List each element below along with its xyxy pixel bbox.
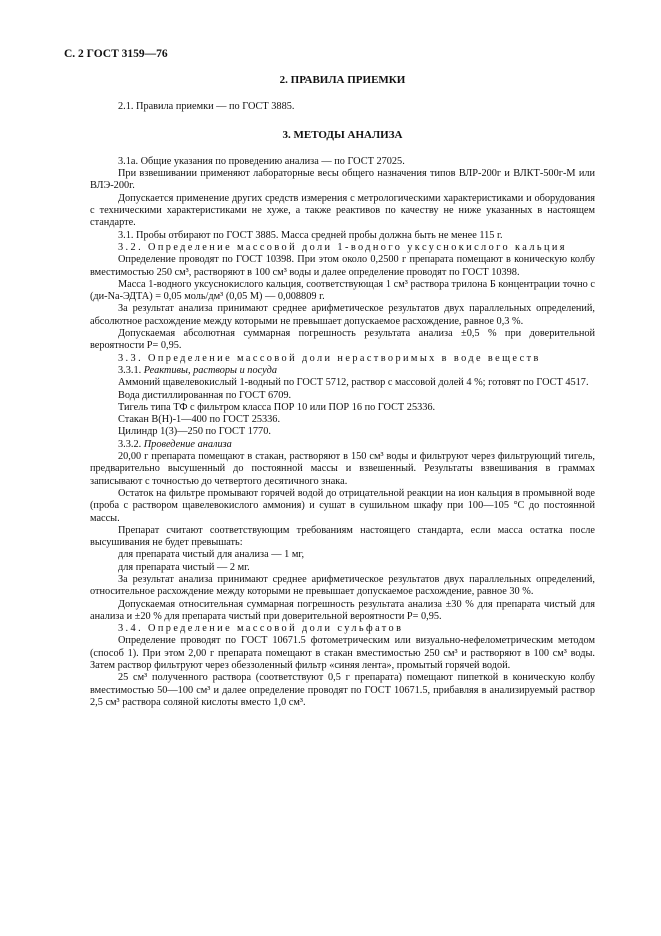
clause-3-3-1-heading xyxy=(90,365,595,377)
paragraph: При взвешивании применяют лабораторные весы общего назначения типов ВЛР-200г и ВЛКТ-500г-М или ВЛЭ-200г. xyxy=(90,168,595,192)
paragraph: 3.1а. Общие указания по проведению анализа — по ГОСТ 27025. xyxy=(118,155,405,167)
clause-3-3-2-heading xyxy=(90,439,595,451)
paragraph: Определение проводят по ГОСТ 10398. При этом около 0,2500 г препарата помещают в коническую колбу вместимостью 250 см³, растворяют в 100 см³ воды и далее определение проводят по ГОСТ 10398. xyxy=(90,254,595,278)
paragraph: 20,00 г препарата помещают в стакан, растворяют в 150 см³ воды и фильтруют через фильтрующий тигель, предварительно высушенный до постоянной массы и взвешенный. Результаты взвешивания в граммах записывают с точностью до четвертого десятичного знака. xyxy=(90,451,595,487)
paragraph: Допускаемая относительная суммарная погрешность результата анализа ±30 % для препарата чистый для анализа и ±20 % для препарата чистый при доверительной вероятности P= 0,95. xyxy=(90,598,595,622)
clause-3-2-title: 3.2. Определение массовой доли 1-водного уксуснокислого кальция xyxy=(118,241,567,253)
paragraph: Цилиндр 1(3)—250 по ГОСТ 1770. xyxy=(118,426,271,438)
clause-2-1: 2.1. Правила приемки — по ГОСТ 3885. xyxy=(118,101,295,113)
document-body xyxy=(90,74,595,709)
paragraph: для препарата чистый — 2 мг. xyxy=(118,561,250,573)
paragraph: За результат анализа принимают среднее арифметическое результатов двух параллельных определений, абсолютное расхождение между которыми не превышает допускаемое расхождение, равное 0,3 %. xyxy=(90,303,595,327)
paragraph: Остаток на фильтре промывают горячей водой до отрицательной реакции на ион кальция в промывной воде (проба с раствором щавелевокислого аммония) и сушат в сушильном шкафу при 100—105 °С до постоянной массы. xyxy=(90,487,595,524)
paragraph: Определение проводят по ГОСТ 10671.5 фотометрическим или визуально-нефелометрическим методом (способ 1). При этом 2,00 г препарата помещают в стакан вместимостью 250 см³ и растворяют в 100 см³ воды. Затем раствор фильтруют через обеззоленный фильтр «синяя лента», промытый горячей водой. xyxy=(90,635,595,672)
clause-number: 3.3.2. xyxy=(118,438,142,450)
paragraph: Стакан В(Н)-1—400 по ГОСТ 25336. xyxy=(118,414,281,426)
clause-3-3-1-title: Реактивы, растворы и посуда xyxy=(143,364,278,376)
paragraph: для препарата чистый для анализа — 1 мг, xyxy=(118,549,305,561)
paragraph: Допускаемая абсолютная суммарная погрешность результата анализа ±0,5 % при доверительной вероятности P= 0,95. xyxy=(90,328,595,352)
paragraph: Допускается применение других средств измерения с метрологическими характеристиками и оборудования с техническими характеристиками не хуже, а также реактивов по качеству не ниже указанных в настоящем стандарте. xyxy=(90,192,595,229)
clause-3-3-title: 3.3. Определение массовой доли нерастворимых в воде веществ xyxy=(118,352,541,364)
paragraph: 3.1. Пробы отбирают по ГОСТ 3885. Масса средней пробы должна быть не менее 115 г. xyxy=(118,229,503,241)
clause-number: 3.3.1. xyxy=(118,364,142,376)
clause-3-3-2-title: Проведение анализа xyxy=(143,438,232,450)
paragraph: Препарат считают соответствующим требованиям настоящего стандарта, если масса остатка после высушивания не будет превышать: xyxy=(90,524,595,549)
clause-3-4-title: 3.4. Определение массовой доли сульфатов xyxy=(118,623,404,635)
paragraph: Масса 1-водного уксуснокислого кальция, соответствующая 1 см³ раствора трилона Б концентрации точно с (ди-Na-ЭДТА) = 0,05 моль/дм³ (0,05 М) — 0,008809 г. xyxy=(90,278,595,303)
paragraph: Тигель типа ТФ с фильтром класса ПОР 10 или ПОР 16 по ГОСТ 25336. xyxy=(118,401,436,413)
page-header: С. 2 ГОСТ 3159—76 xyxy=(64,48,168,60)
section-2-title: 2. ПРАВИЛА ПРИЕМКИ xyxy=(279,74,406,86)
paragraph: 25 см³ полученного раствора (соответствуют 0,5 г препарата) помещают пипеткой в коническую колбу вместимостью 50—100 см³ и далее определение проводят по ГОСТ 10671.5, прибавляя в анализируемый раствор 2,5 см³ раствора соляной кислоты вместо 1,0 см³. xyxy=(90,672,595,708)
paragraph: Аммоний щавелевокислый 1-водный по ГОСТ 5712, раствор с массовой долей 4 %; готовят по ГОСТ 4517. xyxy=(118,377,589,389)
section-3-title: 3. МЕТОДЫ АНАЛИЗА xyxy=(282,128,403,141)
paragraph: За результат анализа принимают среднее арифметическое результатов двух параллельных определений, относительное расхождение между которыми не превышает допускаемое расхождение, равное 30 %. xyxy=(90,573,595,598)
paragraph: Вода дистиллированная по ГОСТ 6709. xyxy=(118,389,292,401)
